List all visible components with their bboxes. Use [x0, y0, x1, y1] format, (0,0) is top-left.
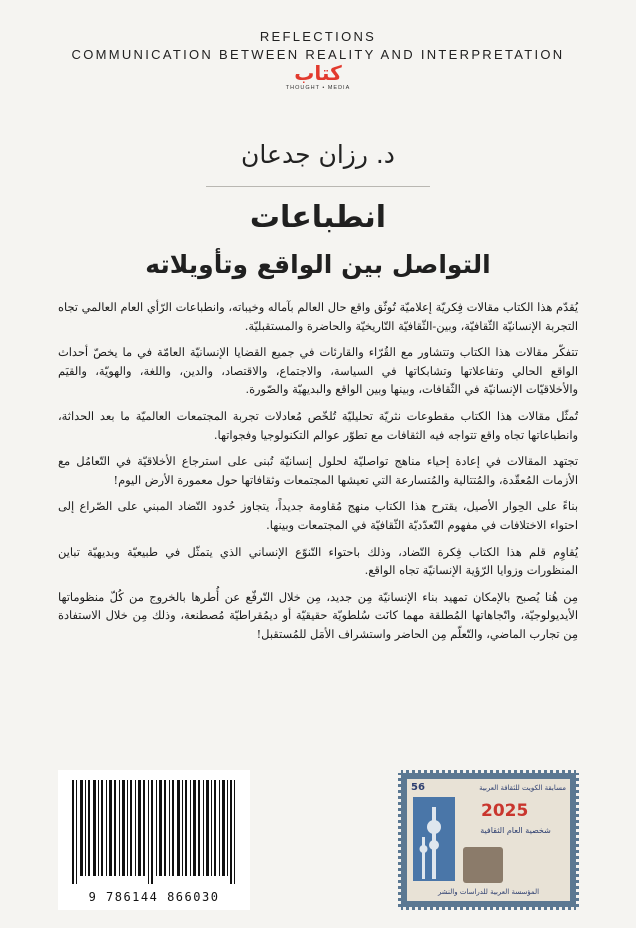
stamp-number: 56: [411, 782, 425, 793]
book-subtitle: التواصل بين الواقع وتأويلاته: [145, 250, 491, 279]
blurb-paragraph: تُمثّل مقالات هذا الكتاب مقطوعات نثريّة تحليليّة تُلخّص مُعادلات تجربة المجتمعات العالميّة ما بعد الحداثة، وانطباعاتها تجاه واقع تتواجه فيه الثقافات مع تطوّر عوالم التكنولوجيا وفجواتها.: [58, 408, 578, 442]
publisher-logo-tagline: THOUGHT • MEDIA: [285, 85, 351, 91]
divider: [206, 186, 430, 187]
series-title: [0, 28, 636, 64]
series-title-line2: COMMUNICATION BETWEEN REALITY AND INTERPRETATION: [71, 47, 565, 62]
blurb-paragraph: بناءً على الحِوار الأصيل، يقترح هذا الكتاب منهج مُقاومة جديداً، يتجاوز حُدود التّضاد المبني على الصّراع إلى احتواء الاختلافات في مفهوم التّعدّديّة الثّقافيّة في المجتمعات وبينها.: [58, 499, 578, 532]
author-name: د. رزان جدعان: [241, 140, 395, 169]
publisher-logo-word: كتاب: [294, 61, 342, 85]
kuwait-towers-icon: [413, 797, 455, 881]
stamp-year: 2025: [481, 801, 529, 821]
stamp-portrait-image: [463, 847, 503, 883]
award-stamp: [398, 770, 579, 910]
publisher-logo: [268, 62, 368, 96]
isbn-number: 9 786144 866030: [88, 890, 220, 904]
blurb-paragraph: يُقاوِم قلم هذا الكتاب فِكرة التّضاد، وذلك باحتواء التّنوّع الإنساني الذي يتمثّل في طبيعيّة وبديهيّة تباين المنظورات وزوايا الرّؤية الإنسانيّة تجاه الواقع.: [58, 544, 578, 578]
book-title: انطباعات: [249, 200, 387, 235]
series-title-line1: REFLECTIONS: [259, 29, 377, 44]
barcode-bars: [72, 780, 236, 884]
stamp-subtitle: شخصية العام الثقافية: [480, 826, 551, 835]
blurb-paragraph: يُقدّم هذا الكتاب مقالات فِكريّة إعلاميّة تُوثّق واقع حال العالم بآماله وخيباته، وانطباعات الرّأي العام العالمي تجاه التجربة الإنسانيّة الثّقافيّة، وبين-الثّقافيّة التّاريخيّة والحاضرة والمستقبليّة.: [58, 300, 578, 333]
blurb-paragraph: مِن هُنا يُصبح بالإمكان تمهيد بناء الإنسانيّة مِن جديد، مِن خلال التّرفّع عن أُطرها بالخروج من كُلّ منظوماتها الأيديولوجيّة، واتّجاهاتها المُطلقة مهما كانَت سُلطويّة حقيقيّة أو ديمُقراطيّة مُصطنعة، وذلك مِن خلال الاستفادة مِن تجارب الماضي، والتّعلّم مِن الحاضر واستشراف الأمَل للمُستقبل!: [58, 589, 578, 641]
stamp-face: [407, 779, 570, 901]
stamp-top-text: مسابقة الكويت للثقافة العربية: [479, 784, 566, 792]
isbn-barcode: [58, 770, 250, 910]
blurb-paragraph: تتفكّر مقالات هذا الكتاب وتتشاور مع القُرّاء والقارئات في جميع القضايا الإنسانيّة العامّة في ما يخصّ أحداث الواقع الحالي وتفاعلاتها وتشابكاتها في السياسة، والاجتماع، والاقتصاد، والدين، واللغة، والهويّة، والقيَم والأخلاقيّات الإنسانيّة في الثّقافات، وبينها وبين الواقع والبديهيّة والصّورة.: [58, 345, 578, 397]
stamp-bottom-text: المؤسسة العربية للدراسات والنشر: [437, 888, 540, 896]
blurb-text: [58, 298, 578, 652]
blurb-paragraph: تجتهد المقالات في إعادة إحياء مناهج تواصليّة لحلول إنسانيّة تُبنى على استرجاع الأخلاقيّة في التّعامُل مع الأزمات المُعقّدة، والمُتتالية والمُتسارعة التي تعيشها المجتمعات وثقافاتها حول معمورة الأرض اليوم!: [58, 454, 578, 487]
